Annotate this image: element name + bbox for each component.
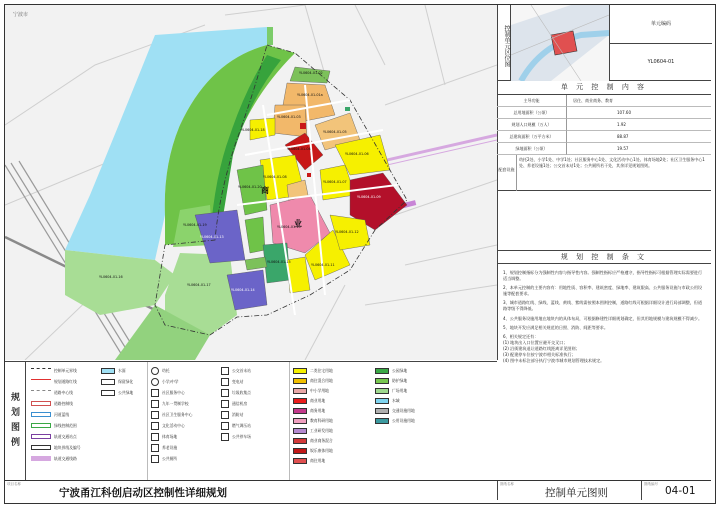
row-label: 主导功能 [497, 95, 567, 107]
legend-item: 社区服务中心 [151, 388, 185, 397]
locator-title: 控制单元区位图 [497, 5, 511, 81]
parcel-label[interactable]: YL0604-01-09 [357, 195, 381, 199]
legend-item: 娱乐康体用地 [293, 446, 333, 455]
legend-item: 水面 [101, 366, 126, 375]
facilities-label: 配套设施 [497, 155, 517, 191]
legend-item: 体育场地 [151, 432, 177, 441]
legend-item: 二类住宅用地 [293, 366, 333, 375]
parcel-label[interactable]: YL0604-01-11 [311, 263, 335, 267]
clause: 6、相关规定还有： [503, 333, 539, 339]
legend-item: 水域 [375, 396, 400, 405]
parcel-label[interactable]: YL0604-01-10 [277, 225, 301, 229]
legend-item: 幼托 [151, 366, 170, 375]
legend-item: 社区卫生服务中心 [151, 410, 192, 419]
clause: 2、本单元控制的主要内容有：用地性质、容积率、建筑密度、绿地率、建筑限高、公共服务设施与市政公用设施等配套要求。 [503, 285, 703, 297]
parcel-label[interactable]: YL0604-01-03 [277, 115, 301, 119]
map-glyph-1: 商 [261, 186, 269, 195]
parcel-label[interactable]: YL0604-01-16 [99, 275, 123, 279]
unit-code-label: 单元编码 [609, 5, 712, 44]
legend-item: 垃圾收集点 [221, 388, 251, 397]
row-label: 总用地面积（公顷） [497, 107, 567, 119]
legend-item: 公园绿地 [375, 366, 407, 375]
legend-item: 河道蓝线 [31, 410, 69, 419]
unit-code-value: YL0604-01 [609, 43, 712, 81]
row-label: 规划人口规模（万人） [497, 119, 567, 131]
legend-item: 教育科研用地 [293, 416, 333, 425]
row-value: 107.60 [567, 107, 711, 119]
legend-item: 地块界线及编号 [31, 443, 81, 452]
parcel-label[interactable]: YL0604-01-19 [183, 223, 207, 227]
parcel-label[interactable]: YL0604-01-07 [323, 180, 347, 184]
clause: (2) 沿街建筑退让道路红线距离详见图则； [503, 345, 580, 351]
parcel-label[interactable]: YL0604-01-05 [323, 130, 347, 134]
clauses-title: 规 划 控 制 条 文 [497, 250, 711, 264]
parcel-label[interactable]: YL0604-01-20 [238, 185, 262, 189]
right-panel [497, 5, 711, 490]
project-label: 项目名称 [7, 482, 21, 486]
legend-item: 商住混合用地 [293, 376, 333, 385]
locator-box [497, 5, 711, 81]
parcel-label[interactable]: YL0604-01-13 [200, 235, 224, 239]
legend-item: 商业用地 [293, 396, 325, 405]
land-use-map[interactable] [5, 5, 498, 360]
locator-map [511, 5, 609, 81]
parcel-label[interactable]: YL0604-01-02 [299, 71, 323, 75]
parcel-label[interactable]: YL0604-01-12 [335, 230, 359, 234]
legend-item: 保留绿化 [101, 377, 133, 386]
legend-item: 工业研发用地 [293, 426, 333, 435]
project-name: 宁波甬江科创启动区控制性详细规划 [59, 487, 227, 499]
sheet-number: 04-01 [665, 485, 696, 497]
parcel-label[interactable]: YL0604-01-15 [267, 260, 291, 264]
legend-item: 燃气调压站 [221, 421, 251, 430]
legend-item: 变电站 [221, 377, 243, 386]
legend-item: 商住用地 [293, 456, 325, 465]
legend-item: 商业商务混合 [293, 436, 333, 445]
district-label: 宁波市 [13, 12, 29, 18]
title-bar [5, 480, 711, 500]
row-value: 1.92 [567, 119, 711, 131]
facilities-text: 幼托2处、小学1处、中学1处；社区服务中心1处、文化活动中心1处、体育场地2处；社区卫生服务中心1处、养老设施1处；公交首末站1处；公共厕所若干处，其余详见规划图则。 [519, 157, 705, 168]
parcel-label[interactable]: YL0604-01-06 [345, 152, 369, 156]
legend-item: 商务用地 [293, 406, 325, 415]
legend-item: 公用设施用地 [375, 416, 415, 425]
clause: (4) 图中未标注部分执行宁波市城市规划管理技术规定。 [503, 358, 605, 364]
legend-item: 交通设施用地 [375, 406, 415, 415]
sheet-label: 图纸名称 [500, 482, 514, 486]
legend-item: 轨道交通站点 [31, 432, 77, 441]
legend-item: 规划道路红线 [31, 377, 77, 386]
control-table [497, 95, 711, 191]
legend-item: 中小学用地 [293, 386, 329, 395]
row-value: 19.57 [567, 143, 711, 155]
clause: 3、城市道路红线、绿线、蓝线、黄线、紫线需按照本图则控制，道路红线可根据详细设计进行局部调整，但道路等级不得降低。 [503, 300, 703, 312]
parcel-label[interactable]: YL0604-01-08 [263, 175, 287, 179]
parcel-label[interactable]: YL0604-01-17 [187, 283, 211, 287]
legend-item: 公共停车场 [221, 432, 251, 441]
legend-item: 道路中心线 [31, 388, 73, 397]
legend-item: 绿线控制范围 [31, 421, 77, 430]
clause: 5、地块开发应满足相关规范的日照、消防、间距等要求。 [503, 324, 608, 330]
clause: 1、规划控制指标分为强制性内容与指导性内容。强制性指标应严格遵守，指导性指标可根据管理实际需要进行适当调整。 [503, 270, 703, 282]
legend-item: 道路控制线 [31, 399, 73, 408]
row-label: 总建筑面积（万平方米） [497, 131, 567, 143]
row-value: 居住、商业商务、教育 [567, 95, 711, 107]
control-content-title: 单 元 控 制 内 容 [497, 81, 711, 95]
map-drawing [5, 5, 497, 360]
legend-item: 通信机房 [221, 399, 247, 408]
swatch [293, 368, 307, 374]
legend-item: 养老设施 [151, 443, 177, 452]
parcel-label[interactable]: YL0604-01-04 [287, 147, 311, 151]
number-label: 图纸编号 [644, 482, 658, 486]
legend-item: 轨道交通线路 [31, 454, 77, 463]
legend-item: 公共绿地 [101, 388, 133, 397]
legend-item: 小学/中学 [151, 377, 178, 386]
parcel-label[interactable]: YL0604-01-01a [297, 93, 323, 97]
legend-item: 广场用地 [375, 386, 407, 395]
row-label: 绿地面积（公顷） [497, 143, 567, 155]
legend-item: 文化活动中心 [151, 421, 185, 430]
legend-item: 公共厕所 [151, 454, 177, 463]
legend-title: 规划图例 [9, 392, 19, 452]
map-glyph-2: 业 [294, 219, 302, 228]
legend-item: 九年一贯制学校 [151, 399, 189, 408]
clause: (1) 地块出入口位置应避开交叉口； [503, 339, 568, 345]
legend [5, 361, 497, 480]
clause: 4、公共服务设施用地在地块内的具体布局，可根据修建性详细规划确定，但其用地规模与建筑规模不得减少。 [503, 315, 703, 321]
legend-item: 公交首末站 [221, 366, 251, 375]
legend-item: 消防站 [221, 410, 243, 419]
row-value: 88.87 [567, 131, 711, 143]
legend-item: 控制单元界线 [31, 366, 77, 375]
parcel-label[interactable]: YL0604-01-14 [231, 288, 255, 292]
clause: (3) 配建停车位按宁波市相关标准执行； [503, 352, 576, 358]
sheet-name: 控制单元图则 [545, 487, 608, 499]
legend-item: 防护绿地 [375, 376, 407, 385]
clauses-list [503, 270, 706, 364]
parcel-label[interactable]: YL0604-01-18 [241, 128, 265, 132]
